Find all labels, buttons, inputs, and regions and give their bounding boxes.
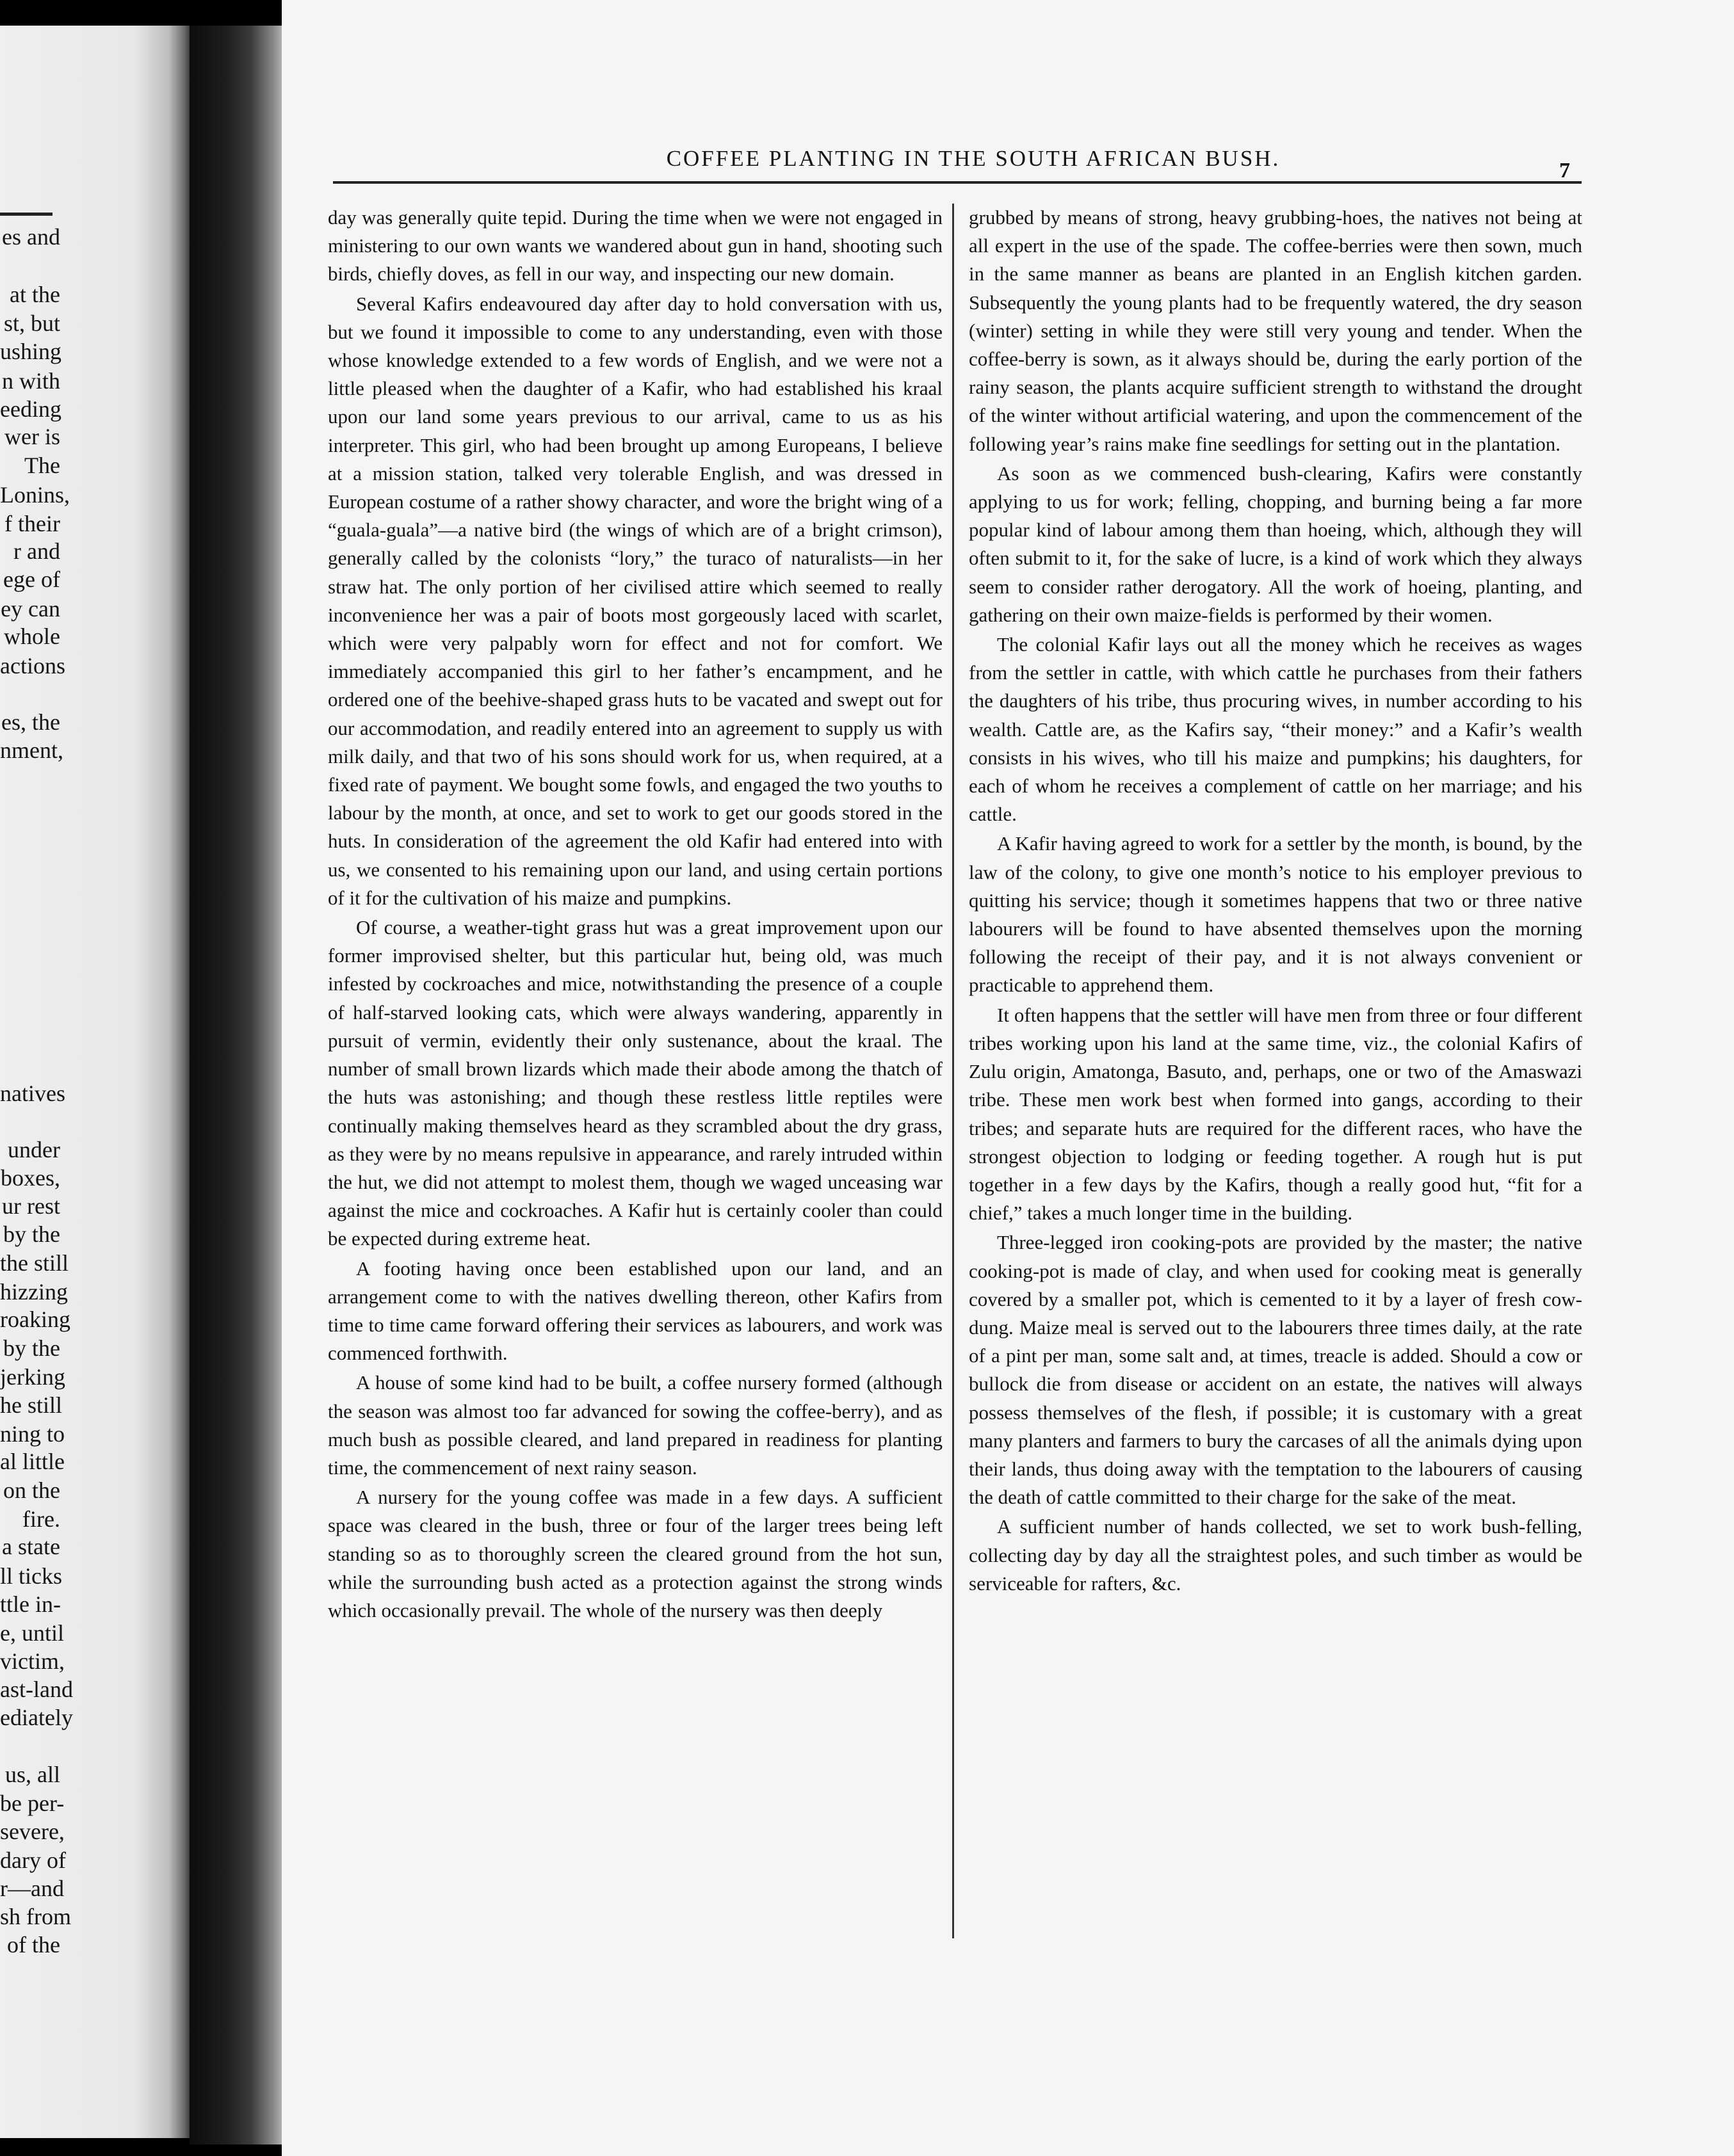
facing-page-line-fragment: on the xyxy=(3,1477,60,1503)
facing-page-line-fragment: a state xyxy=(2,1534,60,1559)
facing-page-line-fragment: boxes, xyxy=(1,1165,60,1191)
facing-page-line-fragment: ediately xyxy=(0,1705,73,1730)
facing-page-line-fragment: the still xyxy=(0,1250,69,1276)
facing-page-line-fragment: dary of xyxy=(0,1847,66,1873)
paragraph: Several Kafirs endeavoured day after day to hold conversation with us, but we found it impossible to come to any understanding, even with those whose knowledge extended to a few words of English, and we were not a little pleased when the daughter of a Kafir, who had established his kraal upon our land some years previous to our arrival, came to us as his interpreter. This girl, who had been brought up among Europeans, I believe at a mission station, talked very tolerable English, and was dressed in European costume of a rather showy character, and wore the bright wing of a “guala-guala”—a native bird (the wings of which are of a bright crimson), generally called by the colonists “lory,” the turaco of naturalists—in her straw hat. The only portion of her civilised attire which seemed to really inconvenience her was a pair of boots most gorgeously laced with scarlet, which were very palpably worn for effect and not for comfort. We immediately accompanied this girl to her father’s encampment, and he ordered one of the beehive-shaped grass huts to be vacated and swept out for our accommodation, and readily entered into an agreement to supply us with milk daily, and that two of his sons should work for us, when required, at a fixed rate of payment. We bought some fowls, and engaged the two youths to labour by the month, at once, and set to work to get our goods stored in the huts. In consideration of the agreement the old Kafir had entered into with us, we consented to his remaining upon our land, and using certain portions of it for the cultivation of his maize and pumpkins. xyxy=(328,292,943,909)
facing-page-line-fragment: hizzing xyxy=(0,1279,68,1305)
facing-page-line-fragment: us, all xyxy=(5,1762,60,1787)
facing-page-line-fragment: under xyxy=(8,1137,60,1162)
text-column-left xyxy=(328,204,943,1626)
binding-gutter-shadow xyxy=(190,26,292,2144)
facing-page-line-fragment: es and xyxy=(2,224,60,250)
paragraph: Of course, a weather-tight grass hut was a great improvement upon our former improvised shelter, but this particular hut, being old, was much infested by cockroaches and mice, notwithstanding the presence of a couple of half-starved looking cats, which were always wandering, apparently in pursuit of vermin, evidently their only sustenance, about the kraal. The number of small brown lizards which made their abode among the thatch of the huts was astonishing; and though these restless little reptiles were continually making themselves heard as they scrambled about the dry grass, as they were by no means repulsive in appearance, and rarely intruded within the hut, we did not attempt to molest them, though we waged unceasing war against the mice and cockroaches. A Kafir hut is certainly cooler than could be expected during extreme heat. xyxy=(328,916,943,1250)
facing-page-line-fragment: The xyxy=(24,453,60,478)
facing-page-line-fragment: by the xyxy=(3,1335,60,1361)
facing-page-line-fragment: sh from xyxy=(0,1904,71,1929)
paragraph: A house of some kind had to be built, a coffee nursery formed (although the season was almost too far advanced for sowing the coffee-berry), and as much bush as possible cleared, and land prepared in readiness for planting time, the commencement of next rainy season. xyxy=(328,1371,943,1479)
page-number: 7 xyxy=(1559,159,1570,182)
facing-page-line-fragment: roaking xyxy=(0,1307,70,1332)
facing-page-line-fragment: e, until xyxy=(0,1620,64,1646)
paragraph: As soon as we commenced bush-clearing, Kafirs were constantly applying to us for work; felling, chopping, and burning being a far more popular kind of labour among them than hoeing, which, although they will often submit to it, for the sake of lucre, is a kind of work which they always seem to consider rather derogatory. All the work of hoeing, planting, and gathering on their own maize-fields is performed by their women. xyxy=(969,462,1582,626)
facing-page-line-fragment: ttle in- xyxy=(0,1591,61,1617)
facing-page-line-fragment: ll ticks xyxy=(0,1563,62,1589)
facing-page-line-fragment: whole xyxy=(4,623,60,649)
facing-page-line-fragment: ur rest xyxy=(2,1193,60,1219)
facing-page-line-fragment: es, the xyxy=(1,709,60,735)
facing-page-line-fragment: actions xyxy=(0,653,65,679)
paragraph: A Kafir having agreed to work for a settler by the month, is bound, by the law of the colony, to give one month’s notice to his employer previous to quitting his service; though it sometimes happens that two or three native labourers will be found to have absented themselves upon the morning following the receipt of their pay, and it is not always convenient or practicable to apprehend them. xyxy=(969,832,1582,997)
facing-page-line-fragment: by the xyxy=(3,1221,60,1247)
paragraph: A sufficient number of hands collected, we set to work bush-felling, collecting day by day all the straightest poles, and such timber as would be serviceable for rafters, &c. xyxy=(969,1515,1582,1595)
facing-page-line-fragment: Lonins, xyxy=(0,482,70,508)
facing-page-line-fragment: ushing xyxy=(0,339,62,364)
paragraph: day was generally quite tepid. During the time when we were not engaged in ministering to our own wants we wandered about gun in hand, shooting such birds, chiefly doves, as fell in our way, and inspecting our new domain. xyxy=(328,206,943,286)
paragraph: grubbed by means of strong, heavy grubbing-hoes, the natives not being at all expert in the use of the spade. The coffee-berries were then sown, much in the same manner as beans are planted in an English kitchen garden. Subsequently the young plants had to be frequently watered, the dry season (winter) setting in while they were still very young and tender. When the coffee-berry is sown, as it always should be, during the early portion of the rainy season, the plants acquire sufficient strength to withstand the drought of the winter without artificial watering, and upon the commencement of the following year’s rains make fine seedlings for setting out in the plantation. xyxy=(969,206,1582,455)
paragraph: It often happens that the settler will have men from three or four different tribes working upon his land at the same time, viz., the colonial Kafirs of Zulu origin, Amatonga, Basuto, and, perhaps, one or two of the Amaswazi tribe. These men work best when formed into gangs, according to their tribes; and separate huts are required for the different races, who have the strongest objection to lodging or feeding together. A rough hut is put together in a few days by the Kafirs, though a really good hut, “fit for a chief,” takes a much longer time in the building. xyxy=(969,1003,1582,1225)
facing-page-line-fragment: ey can xyxy=(1,596,60,622)
facing-page-line-fragment: be per- xyxy=(0,1790,65,1816)
facing-page-line-fragment: r and xyxy=(13,538,60,564)
paragraph: A nursery for the young coffee was made in a few days. A sufficient space was cleared in the bush, three or four of the larger trees being left standing so as to thoroughly screen the cleared ground from the hot sun, while the surrounding bush acted as a protection against the strong winds which occasionally prevail. The whole of the nursery was then deeply xyxy=(328,1486,943,1621)
header-rule xyxy=(333,181,1582,184)
facing-page-line-fragment: severe, xyxy=(0,1819,65,1844)
facing-page-line-fragment: wer is xyxy=(4,424,60,449)
facing-page-line-fragment: al little xyxy=(0,1449,65,1474)
facing-page-line-fragment: nment, xyxy=(0,737,63,763)
facing-page-line-fragment: natives xyxy=(0,1081,65,1106)
facing-page-line-fragment: he still xyxy=(0,1392,62,1418)
facing-page-line-fragment: fire. xyxy=(22,1506,60,1532)
paragraph: The colonial Kafir lays out all the money which he receives as wages from the settler in cattle, with which cattle he purchases from their fathers the daughters of his tribe, thus procuring wives, in number according to his wealth. Cattle are, as the Kafirs say, “their money:” and a Kafir’s wealth consists in his wives, who till his maize and pumpkins; his daughters, for each of whom he receives a complement of cattle on her marriage; and his cattle. xyxy=(969,633,1582,826)
running-head: COFFEE PLANTING IN THE SOUTH AFRICAN BUSH. xyxy=(666,146,1281,171)
paragraph: A footing having once been established upon our land, and an arrangement come to with the natives dwelling thereon, other Kafirs from time to time came forward offering their services as labourers, and work was commenced forthwith. xyxy=(328,1257,943,1365)
facing-page-line-fragment: victim, xyxy=(0,1648,65,1674)
facing-page-line-fragment: r—and xyxy=(0,1876,64,1901)
facing-page-line-fragment: at the xyxy=(10,282,60,307)
paragraph: Three-legged iron cooking-pots are provided by the master; the native cooking-pot is made of clay, and when used for cooking meat is generally covered by a smaller pot, which is cemented to it by a layer of fresh cow-dung. Maize meal is served out to the labourers three times daily, at the rate of a pint per man, some salt and, at times, treacle is added. Should a cow or bullock die from disease or accident on an estate, the natives will always possess themselves of the flesh, if possible; it is customary with a great many planters and farmers to bury the carcases of all the animals dying upon their lands, thus doing away with the temptation to the labourers of causing the death of cattle committed to their charge for the sake of the meat. xyxy=(969,1231,1582,1509)
facing-page-line-fragment: ege of xyxy=(3,567,60,592)
facing-page-line-fragment: of the xyxy=(7,1932,60,1958)
facing-page-line-fragment: st, but xyxy=(3,310,60,336)
facing-page-line-fragment: ast-land xyxy=(0,1677,73,1702)
facing-page-line-fragment: ning to xyxy=(0,1421,65,1447)
facing-page-line-fragment: eeding xyxy=(0,396,61,422)
facing-page-line-fragment: n with xyxy=(1,368,60,394)
column-divider xyxy=(952,204,954,1938)
facing-page-line-fragment: jerking xyxy=(0,1364,65,1390)
facing-page-line-fragment: f their xyxy=(4,511,60,536)
text-column-right xyxy=(969,204,1582,1599)
facing-page-rule xyxy=(0,213,53,216)
